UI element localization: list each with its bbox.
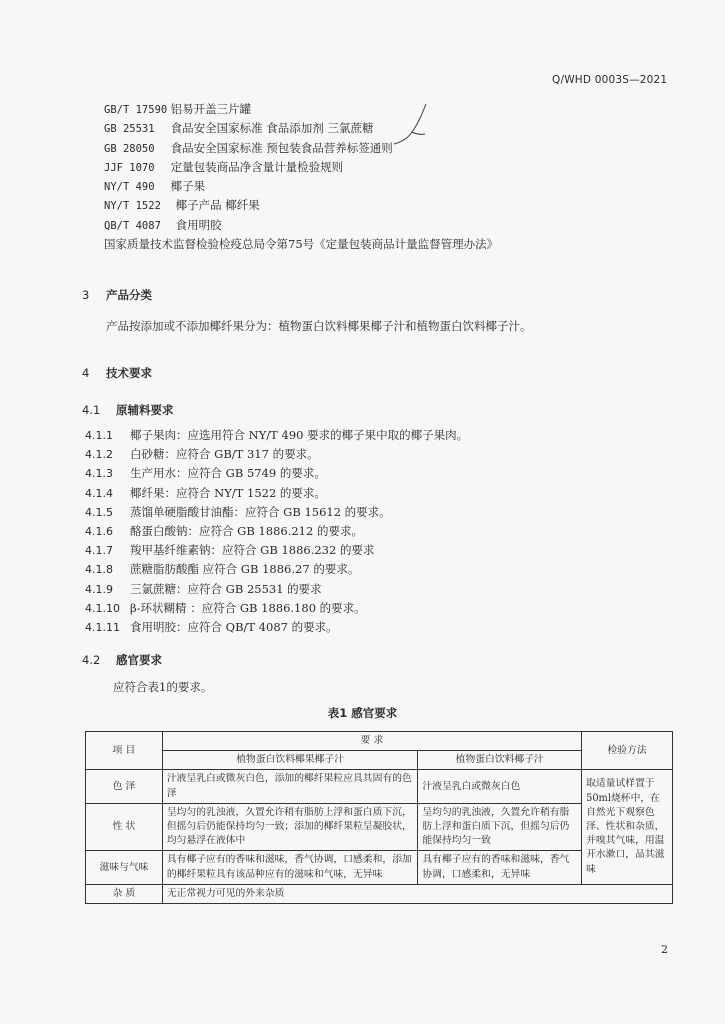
requirement-text: β-环状糊精 ：应符合 GB 1886.180 的要求。: [130, 600, 366, 615]
requirement-item: [85, 503, 468, 522]
reference-line: [104, 100, 498, 119]
page-number: 2: [661, 943, 668, 956]
section-number: 4: [82, 366, 90, 380]
requirement-text: 食用明胶：应符合 QB/T 4087 的要求。: [130, 619, 338, 634]
row-item: 性 状: [86, 803, 163, 851]
requirement-text: 椰子果肉：应选用符合 NY/T 490 要求的椰子果中取的椰子果肉。: [130, 428, 469, 442]
requirement-item: [85, 484, 468, 503]
section-3-text: 产品按添加或不添加椰纤果分为：植物蛋白饮料椰果椰子汁和植物蛋白饮料椰子汁。: [106, 319, 532, 333]
requirement-text: 白砂糖：应符合 GB/T 317 的要求。: [130, 447, 319, 462]
reference-code: GB 28050: [104, 142, 155, 155]
header-method: 检验方法: [582, 732, 673, 770]
requirement-number: 4.1.7: [85, 544, 113, 558]
requirement-text: 酪蛋白酸钠：应符合 GB 1886.212 的要求。: [130, 523, 363, 538]
reference-title: 椰子果: [170, 179, 206, 194]
table-row: [86, 884, 673, 903]
requirement-text: 三氯蔗糖：应符合 GB 25531 的要求: [130, 581, 322, 596]
requirement-number: 4.1.10: [85, 601, 120, 615]
row-value-b: 汁液呈乳白或微灰白色: [418, 770, 582, 803]
row-value-merged: 无正常视力可见的外来杂质: [162, 884, 672, 903]
section-title: 感官要求: [116, 653, 163, 667]
requirement-number: 4.1.8: [85, 563, 113, 577]
section-title: 技术要求: [106, 366, 153, 380]
requirement-text: 椰纤果：应符合 NY/T 1522 的要求。: [130, 485, 326, 500]
table-caption: 表1 感官要求: [327, 706, 398, 720]
row-value-a: 呈均匀的乳浊液，久置允许稍有脂肪上浮和蛋白质下沉，但摇匀后仍能保持均匀一致；添加的椰纤果粒呈凝胶状，均匀悬浮在液体中: [162, 803, 418, 851]
normative-references: [104, 100, 498, 254]
row-value-a: 具有椰子应有的香味和滋味，香气协调，口感柔和，添加的椰纤果粒具有该品种应有的滋味和气味，无异味: [162, 851, 418, 884]
reference-title: 食品安全国家标准 预包装食品营养标签通则: [170, 140, 393, 155]
requirement-number: 4.1.3: [85, 467, 113, 481]
reference-code: GB 25531: [104, 123, 155, 136]
requirement-number: 4.1.11: [85, 620, 120, 634]
requirement-number: 4.1.9: [85, 582, 113, 596]
row-item: 滋味与气味: [86, 851, 163, 884]
reference-title: 椰子产品 椰纤果: [175, 198, 260, 213]
reference-line: [104, 177, 498, 196]
reference-line: [104, 216, 498, 235]
header-column-a: 植物蛋白饮料椰果椰子汁: [162, 751, 418, 770]
requirement-text: 羧甲基纤维素钠：应符合 GB 1886.232 的要求: [130, 543, 375, 558]
requirement-item: [85, 560, 468, 579]
section-4-2-heading: [82, 652, 162, 668]
section-4-heading: [82, 365, 152, 381]
row-value-b: 具有椰子应有的香味和滋味，香气协调，口感柔和，无异味: [418, 851, 582, 884]
requirement-text: 蒸馏单硬脂酸甘油酯：应符合 GB 15612 的要求。: [130, 504, 391, 519]
reference-code: JJF 1070: [104, 161, 155, 174]
reference-title: 铝易开盖三片罐: [170, 102, 252, 116]
reference-code: NY/T 1522: [104, 200, 161, 213]
reference-code: QB/T 4087: [104, 219, 161, 232]
document-code: Q/WHD 0003S—2021: [552, 74, 668, 86]
section-4-2-text: 应符合表1的要求。: [113, 680, 213, 694]
requirement-item: [85, 541, 468, 560]
requirement-text: 生产用水：应符合 GB 5749 的要求。: [130, 466, 326, 481]
reference-code: NY/T 490: [104, 181, 155, 194]
section-number: 4.2: [82, 653, 101, 667]
reference-line: [104, 139, 498, 158]
requirement-item: [85, 522, 468, 541]
reference-title: 定量包装商品净含量计量检验规则: [170, 159, 344, 174]
reference-line: [104, 196, 498, 215]
inspection-method: 取适量试样置于50ml烧杯中，在自然光下观察色泽、性状和杂质，并嗅其气味，用温开水漱口，品其滋味: [582, 770, 673, 884]
raw-material-requirements: [85, 426, 468, 637]
reference-line: [104, 158, 498, 177]
section-4-1-heading: [82, 402, 174, 418]
row-value-b: 呈均匀的乳浊液，久置允许稍有脂肪上浮和蛋白质下沉，但摇匀后仍能保持均匀一致: [418, 803, 582, 851]
requirement-item: [85, 426, 468, 445]
regulation-reference: 国家质量技术监督检验检疫总局令第75号《定量包装商品计量监督管理办法》: [104, 237, 499, 252]
requirement-number: 4.1.1: [85, 429, 113, 442]
section-title: 原辅料要求: [116, 403, 174, 417]
reference-line: [104, 119, 498, 138]
row-value-a: 汁液呈乳白或微灰白色，添加的椰纤果粒应具其固有的色泽: [162, 770, 418, 803]
header-item: 项 目: [86, 732, 163, 770]
requirement-number: 4.1.6: [85, 524, 113, 538]
requirement-text: 蔗糖脂肪酸酯 应符合 GB 1886.27 的要求。: [130, 562, 360, 577]
header-column-b: 植物蛋白饮料椰子汁: [418, 751, 582, 770]
header-requirement: 要 求: [162, 732, 581, 751]
reference-title: 食用明胶: [175, 217, 222, 232]
section-3-heading: [82, 287, 152, 303]
section-number: 3: [82, 288, 90, 302]
table-row: [86, 770, 673, 803]
row-item: 杂 质: [86, 884, 163, 903]
requirement-number: 4.1.4: [85, 486, 113, 500]
section-title: 产品分类: [106, 288, 153, 302]
requirement-item: [85, 445, 468, 464]
reference-title: 食品安全国家标准 食品添加剂 三氯蔗糖: [170, 121, 374, 136]
requirement-number: 4.1.2: [85, 448, 113, 462]
row-item: 色 泽: [86, 770, 163, 803]
reference-code: GB/T 17590: [104, 104, 168, 116]
requirement-item: [85, 618, 468, 637]
section-number: 4.1: [82, 403, 101, 417]
requirement-item: [85, 464, 468, 483]
requirement-item: [85, 580, 468, 599]
sensory-requirements-table: [85, 731, 673, 904]
table-header-row: [86, 732, 673, 751]
requirement-number: 4.1.5: [85, 505, 113, 519]
requirement-item: [85, 599, 468, 618]
